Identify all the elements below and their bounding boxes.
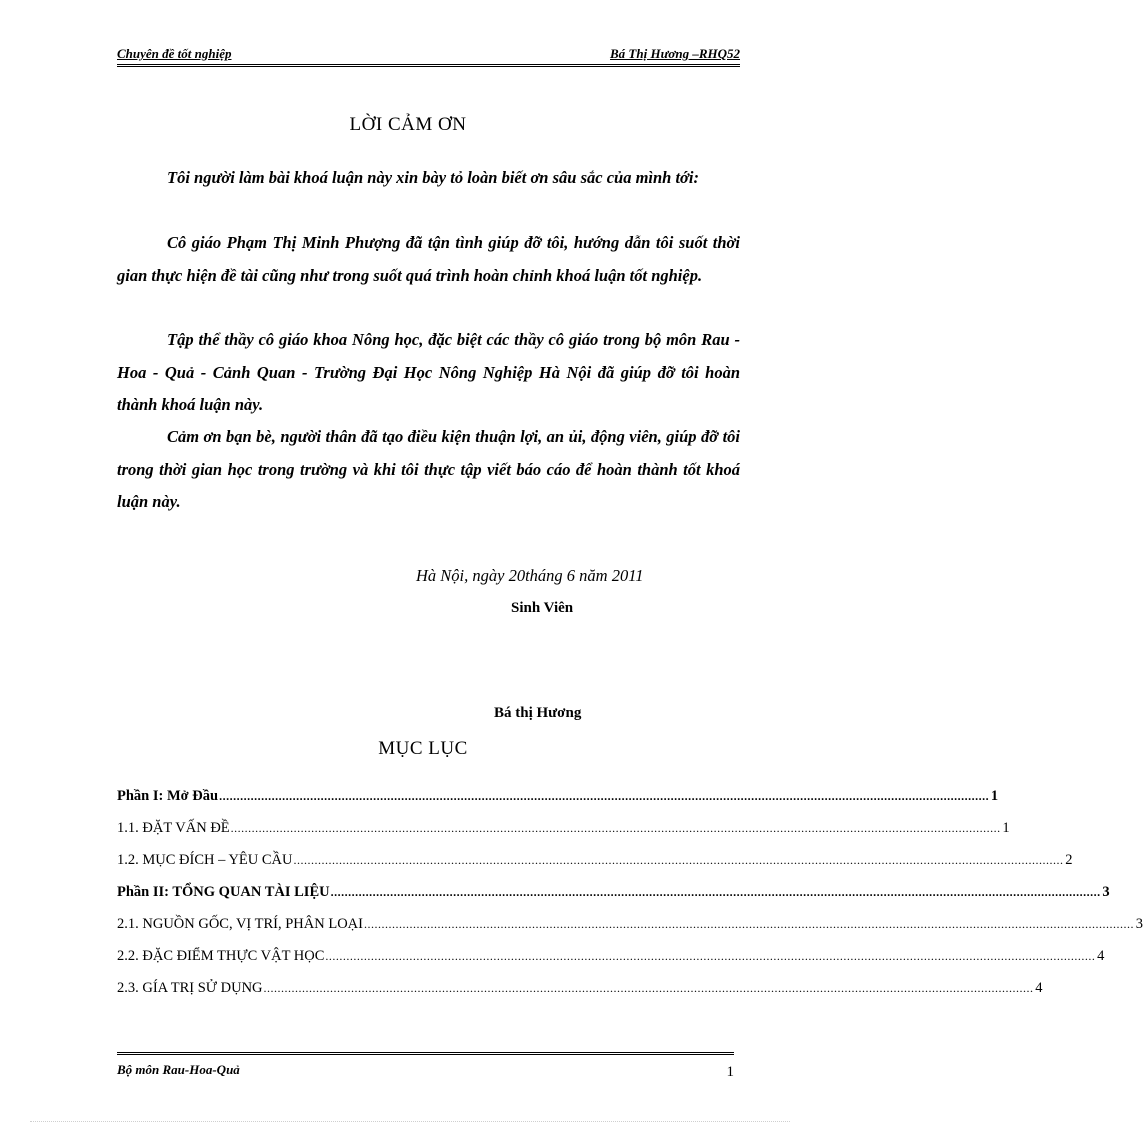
acknowledgement-title: LỜI CẢM ƠN bbox=[349, 114, 467, 135]
toc-entry[interactable] bbox=[117, 948, 1105, 980]
toc-entry-page: 4 bbox=[1097, 948, 1105, 964]
ack-paragraph-1: Tôi người làm bài khoá luận này xin bày tỏ loàn biết ơn sâu sắc của mình tới: bbox=[167, 168, 699, 187]
header-right-author: Bá Thị Hương –RHQ52 bbox=[610, 46, 740, 61]
signature-name: Bá thị Hương bbox=[494, 705, 582, 721]
toc-entry-page: 2 bbox=[1065, 852, 1073, 868]
toc-dot-leader: ............................................................................................................................................................................................................................ bbox=[219, 789, 990, 803]
toc-title: MỤC LỤC bbox=[378, 738, 468, 759]
toc-dot-leader: ............................................................................................................................................................................................................................ bbox=[363, 917, 1134, 931]
toc-dot-leader: ............................................................................................................................................................................................................................ bbox=[263, 981, 1034, 995]
header-divider bbox=[117, 64, 740, 67]
toc-dot-leader: ............................................................................................................................................................................................................................ bbox=[325, 949, 1096, 963]
toc-entry-text: 2.2. ĐẶC ĐIỂM THỰC VẬT HỌC bbox=[117, 948, 325, 964]
header-left-title: Chuyên đề tốt nghiệp bbox=[117, 46, 232, 61]
toc-dot-leader: ............................................................................................................................................................................................................................ bbox=[293, 853, 1064, 867]
toc-entry-page: 3 bbox=[1135, 916, 1143, 932]
signature-date: Hà Nội, ngày 20tháng 6 năm 2011 bbox=[416, 566, 644, 585]
signature-role: Sinh Viên bbox=[511, 600, 574, 616]
toc-entry-text: Phần I: Mở Đầu bbox=[117, 788, 219, 804]
table-of-contents bbox=[117, 788, 1143, 1012]
toc-entry-page: 3 bbox=[1102, 884, 1110, 900]
toc-entry-text: Phần II: TỔNG QUAN TÀI LIỆU bbox=[117, 884, 330, 900]
toc-entry[interactable] bbox=[117, 980, 1043, 1012]
toc-entry[interactable] bbox=[117, 884, 1110, 916]
toc-entry[interactable] bbox=[117, 788, 999, 820]
toc-dot-leader: ............................................................................................................................................................................................................................ bbox=[230, 821, 1001, 835]
toc-entry[interactable] bbox=[117, 852, 1073, 884]
ack-paragraph-4: Cảm ơn bạn bè, người thân đã tạo điều kiện thuận lợi, an ủi, động viên, giúp đỡ tôi trong thời gian học trong trường và khi tôi thực tập viết báo cáo để hoàn thành tốt khoá luận này. bbox=[117, 427, 740, 511]
toc-entry-page: 1 bbox=[990, 788, 999, 804]
ack-paragraph-3: Tập thể thầy cô giáo khoa Nông học, đặc biệt các thầy cô giáo trong bộ môn Rau - Hoa - Quả - Cảnh Quan - Trường Đại Học Nông Nghiệp Hà Nội đã giúp đỡ tôi hoàn thành khoá luận này. bbox=[117, 330, 740, 414]
ack-paragraph-2: Cô giáo Phạm Thị Minh Phượng đã tận tình giúp đỡ tôi, hướng dẫn tôi suốt thời gian thực hiện đề tài cũng như trong suốt quá trình hoàn chỉnh khoá luận tốt nghiệp. bbox=[117, 233, 740, 285]
footer-department: Bộ môn Rau-Hoa-Quả bbox=[117, 1062, 240, 1077]
footer-divider bbox=[117, 1052, 734, 1055]
toc-entry-text: 1.1. ĐẶT VẤN ĐỀ bbox=[117, 820, 230, 836]
toc-entry[interactable] bbox=[117, 916, 1143, 948]
toc-entry-text: 1.2. MỤC ĐÍCH – YÊU CẦU bbox=[117, 852, 293, 868]
page-number: 1 bbox=[726, 1064, 734, 1080]
page-edge-divider bbox=[30, 1121, 790, 1122]
toc-entry[interactable] bbox=[117, 820, 1010, 852]
toc-dot-leader: ............................................................................................................................................................................................................................ bbox=[330, 885, 1101, 899]
toc-entry-page: 1 bbox=[1002, 820, 1010, 836]
toc-entry-page: 4 bbox=[1035, 980, 1043, 996]
toc-entry-text: 2.1. NGUỒN GỐC, VỊ TRÍ, PHÂN LOẠI bbox=[117, 916, 363, 932]
toc-entry-text: 2.3. GÍA TRỊ SỬ DỤNG bbox=[117, 980, 263, 996]
